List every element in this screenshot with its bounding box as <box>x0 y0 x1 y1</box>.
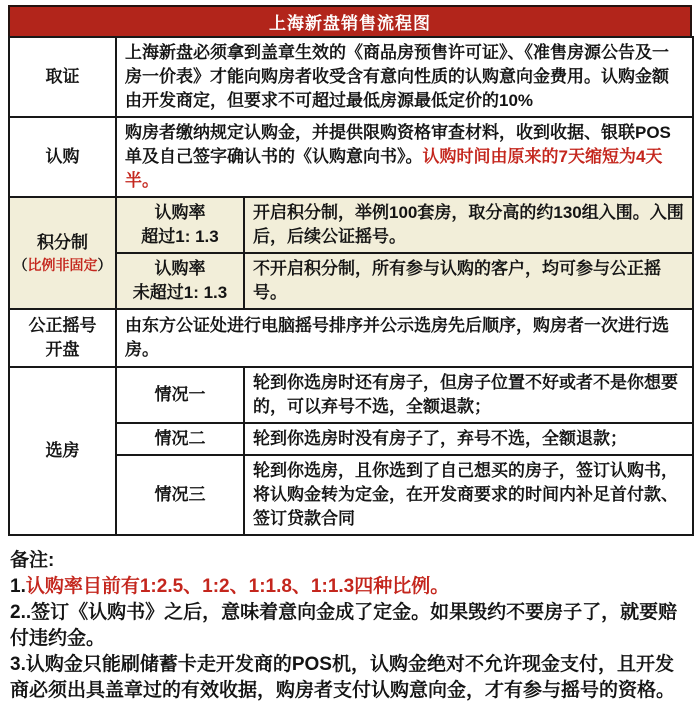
xuanfang-case3-content: 轮到你选房，且你选到了自己想买的房子，签订认购书，将认购金转为定金，在开发商要求的时间内补足首付款、签订贷款合同 <box>244 455 693 535</box>
row-yaohao-content: 由东方公证处进行电脑摇号排序并公示选房先后顺序，购房者一次进行选房。 <box>116 309 693 367</box>
notes-heading: 备注: <box>10 550 55 571</box>
page-title: 上海新盘销售流程图 <box>269 14 431 33</box>
xuanfang-case2-content: 轮到你选房时没有房子了，弃号不选，全额退款； <box>244 423 693 455</box>
xuanfang-case2-label: 情况二 <box>116 423 244 455</box>
row-xuanfang-case1 <box>9 367 693 423</box>
yaohao-label-line2: 开盘 <box>45 340 80 359</box>
jifen-label-main: 积分制 <box>37 233 88 252</box>
rengou-text-red: 认购时间由原来的7天缩短为4天半。 <box>125 147 663 190</box>
xuanfang-case1-content: 轮到你选房时还有房子，但房子位置不好或者不是你想要的，可以弃号不选，全额退款； <box>244 367 693 423</box>
row-jifen-label <box>9 197 116 309</box>
note-3: 3.认购金只能刷储蓄卡走开发商的POS机，认购金绝对不允许现金支付，且开发商必须出具盖章过的有效收据，购房者支付认购意向金，才有参与摇号的资格。 <box>10 654 676 701</box>
jifen-under-content: 不开启积分制，所有参与认购的客户，均可参与公正摇号。 <box>244 253 693 309</box>
jifen-under-label <box>116 253 244 309</box>
note-1-red: 认购率目前有1:2.5、1:2、1:1.8、1:1.3四种比例。 <box>25 576 450 597</box>
row-jifen-over <box>9 197 693 253</box>
page <box>0 5 700 704</box>
jifen-label-note <box>12 255 113 275</box>
jifen-note-red: 比例非固定 <box>27 257 98 273</box>
yaohao-label-line1: 公正摇号 <box>28 316 97 335</box>
row-quzheng-content: 上海新盘必须拿到盖章生效的《商品房预售许可证》、《准售房源公告及一房一价表》才能向购房者收受含有意向性质的认购意向金费用。认购金额由开发商定，但要求不可超过最低房源最低定价的10% <box>116 37 693 117</box>
row-rengou-label: 认购 <box>9 117 116 197</box>
jifen-over-label <box>116 197 244 253</box>
xuanfang-case1-label: 情况一 <box>116 367 244 423</box>
row-quzheng-label: 取证 <box>9 37 116 117</box>
note-2: 2..签订《认购书》之后，意味着意向金成了定金。如果毁约不要房子了，就要赔付违约金。 <box>10 602 678 649</box>
row-rengou-content <box>116 117 693 197</box>
note-1-prefix: 1. <box>10 576 26 597</box>
title-bar <box>8 5 692 38</box>
jifen-over-content: 开启积分制，举例100套房，取分高的约130组入围。入围后，后续公证摇号。 <box>244 197 693 253</box>
paren-close: ） <box>97 257 112 273</box>
row-quzheng <box>9 37 693 117</box>
xuanfang-case3-label: 情况三 <box>116 455 244 535</box>
paren-open: （ <box>13 257 28 273</box>
jifen-under-label-line2: 未超过1: 1.3 <box>132 283 228 302</box>
note-1 <box>10 574 690 600</box>
row-yaohao-label <box>9 309 116 367</box>
row-xuanfang-label: 选房 <box>9 367 116 535</box>
sales-process-table <box>8 36 694 536</box>
rengou-text: 购房者缴纳规定认购金，并提供限购资格审查材料，收到收据、银联POS单及自己签字确认书的《认购意向书》。 <box>125 123 671 166</box>
jifen-under-label-line1: 认购率 <box>154 259 206 278</box>
jifen-over-label-line2: 超过1: 1.3 <box>141 227 219 246</box>
jifen-over-label-line1: 认购率 <box>154 203 206 222</box>
row-rengou <box>9 117 693 197</box>
notes-section <box>10 548 690 704</box>
row-yaohao <box>9 309 693 367</box>
